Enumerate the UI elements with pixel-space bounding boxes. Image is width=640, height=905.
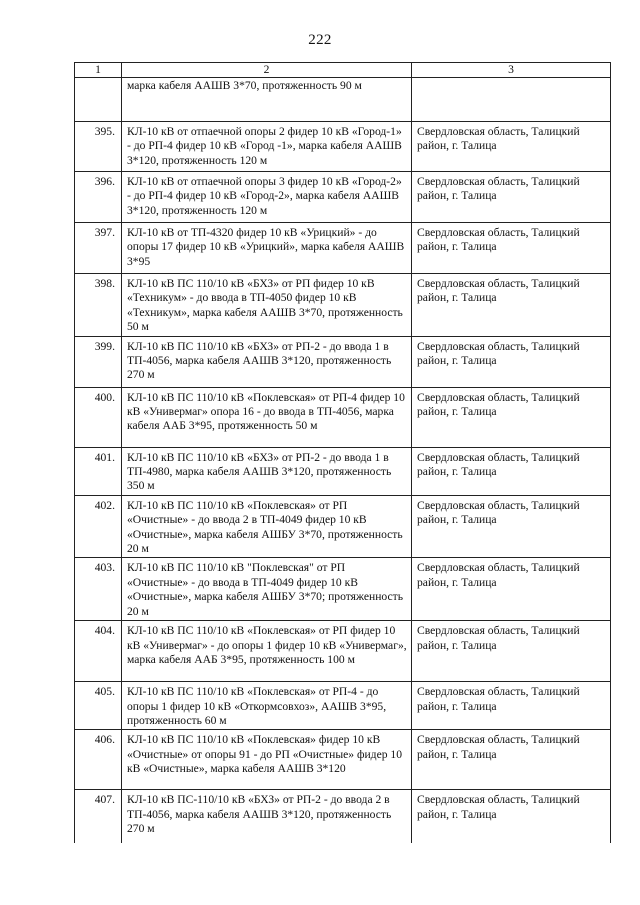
row-number: 399. [75,336,122,387]
row-description: КЛ-10 кВ ПС 110/10 кВ «Поклевская» от РП фидер 10 кВ «Универмаг» - до опоры 1 фидер 10 кВ «Универмаг», марка кабеля ААБ 3*95, протяженность 100 м [122,621,412,682]
table-row [75,274,611,337]
row-number: 404. [75,621,122,682]
column-header-location: 3 [412,63,611,78]
row-description: КЛ-10 кВ ПС 110/10 кВ «Поклевская» от РП «Очистные» - до ввода 2 в ТП-4049 фидер 10 кВ «Очистные», марка кабеля АШБУ 3*70, протяженность 20 м [122,495,412,558]
row-description: КЛ-10 кВ ПС 110/10 кВ «БХЗ» от РП-2 - до ввода 1 в ТП-4980, марка кабеля ААШВ 3*120, протяженность 350 м [122,447,412,495]
row-number: 407. [75,790,122,843]
row-location: Свердловская область, Талицкий район, г. Талица [412,790,611,843]
row-description: КЛ-10 кВ ПС 110/10 кВ «Поклевская» фидер 10 кВ «Очистные» от опоры 91 - до РП «Очистные» фидер 10 кВ «Очистные», марка кабеля ААШВ 3*120 [122,730,412,790]
row-description: КЛ-10 кВ ПС 110/10 кВ "Поклевская" от РП «Очистные» - до ввода в ТП-4049 фидер 10 кВ «Очистные», марка кабеля АШБУ 3*70; протяженность 20 м [122,558,412,621]
table-row [75,122,611,172]
table-row [75,223,611,274]
row-location: Свердловская область, Талицкий район, г. Талица [412,274,611,337]
row-description: КЛ-10 кВ ПС 110/10 кВ «БХЗ» от РП фидер 10 кВ «Техникум» - до ввода в ТП-4050 фидер 10 кВ «Техникум», марка кабеля ААШВ 3*70, протяженность 50 м [122,274,412,337]
row-description: КЛ-10 кВ ПС 110/10 кВ «Поклевская» от РП-4 фидер 10 кВ «Универмаг» опора 16 - до ввода в ТП-4056, марка кабеля ААБ 3*95, протяженность 50 м [122,387,412,447]
table-row [75,495,611,558]
continuation-location-cell [412,78,611,122]
row-location: Свердловская область, Талицкий район, г. Талица [412,495,611,558]
row-number: 402. [75,495,122,558]
continuation-description: марка кабеля ААШВ 3*70, протяженность 90 м [122,78,412,122]
cable-lines-table [74,62,611,843]
row-number: 405. [75,682,122,730]
row-location: Свердловская область, Талицкий район, г. Талица [412,336,611,387]
table-row [75,387,611,447]
row-number: 396. [75,172,122,223]
row-description: КЛ-10 кВ ПС 110/10 кВ «БХЗ» от РП-2 - до ввода 1 в ТП-4056, марка кабеля ААШВ 3*120, протяженность 270 м [122,336,412,387]
table-row [75,447,611,495]
row-location: Свердловская область, Талицкий район, г. Талица [412,730,611,790]
table-row [75,621,611,682]
table-row [75,558,611,621]
row-location: Свердловская область, Талицкий район, г. Талица [412,682,611,730]
row-location: Свердловская область, Талицкий район, г. Талица [412,387,611,447]
column-header-description: 2 [122,63,412,78]
table-row [75,730,611,790]
row-location: Свердловская область, Талицкий район, г. Талица [412,447,611,495]
row-location: Свердловская область, Талицкий район, г. Талица [412,122,611,172]
row-number: 403. [75,558,122,621]
continuation-row [75,78,611,122]
row-number: 400. [75,387,122,447]
table-row [75,336,611,387]
table-row [75,172,611,223]
column-header-number: 1 [75,63,122,78]
row-number: 401. [75,447,122,495]
row-number: 398. [75,274,122,337]
row-description: КЛ-10 кВ от отпаечной опоры 2 фидер 10 кВ «Город-1» - до РП-4 фидер 10 кВ «Город -1», марка кабеля ААШВ 3*120, протяженность 120 м [122,122,412,172]
table-row [75,682,611,730]
row-number: 395. [75,122,122,172]
row-location: Свердловская область, Талицкий район, г. Талица [412,172,611,223]
row-location: Свердловская область, Талицкий район, г. Талица [412,223,611,274]
table-header-row [75,63,611,78]
continuation-number-cell [75,78,122,122]
row-description: КЛ-10 кВ ПС 110/10 кВ «Поклевская» от РП-4 - до опоры 1 фидер 10 кВ «Откормсовхоз», ААШВ 3*95, протяженность 60 м [122,682,412,730]
row-number: 406. [75,730,122,790]
row-description: КЛ-10 кВ от отпаечной опоры 3 фидер 10 кВ «Город-2» - до РП-4 фидер 10 кВ «Город-2», марка кабеля ААШВ 3*120, протяженность 120 м [122,172,412,223]
row-location: Свердловская область, Талицкий район, г. Талица [412,558,611,621]
row-description: КЛ-10 кВ от ТП-4320 фидер 10 кВ «Урицкий» - до опоры 17 фидер 10 кВ «Урицкий», марка кабеля ААШВ 3*95 [122,223,412,274]
table-row [75,790,611,843]
page-number: 222 [308,32,332,48]
row-description: КЛ-10 кВ ПС-110/10 кВ «БХЗ» от РП-2 - до ввода 2 в ТП-4056, марка кабеля ААШВ 3*120, протяженность 270 м [122,790,412,843]
row-location: Свердловская область, Талицкий район, г. Талица [412,621,611,682]
row-number: 397. [75,223,122,274]
